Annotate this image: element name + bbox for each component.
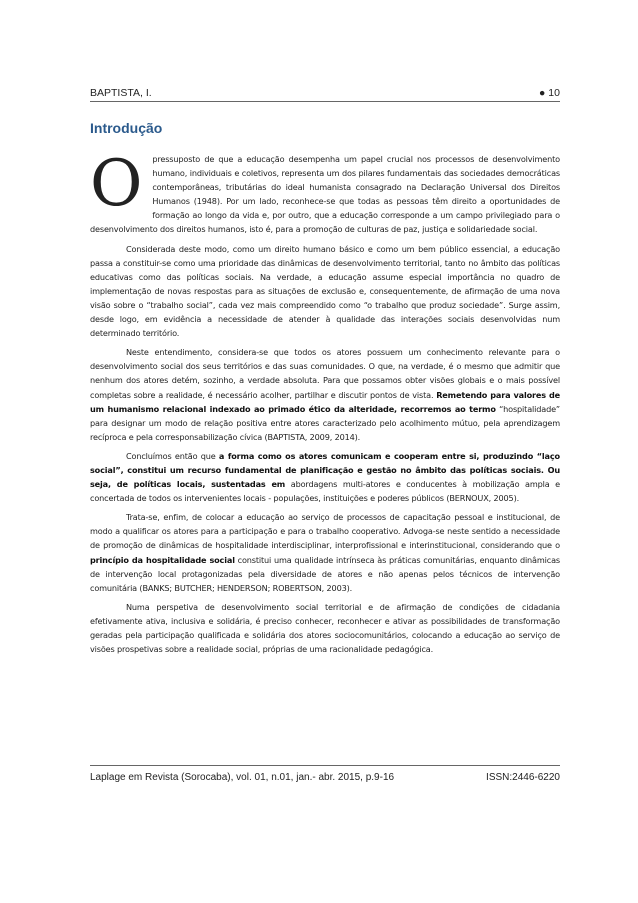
paragraph-3 [90, 345, 560, 444]
paragraph-text: Numa perspetiva de desenvolvimento social territorial e de afirmação de condições de cidadania efetivamente ativa, inclusiva e solidária, é preciso conhecer, reconhecer e ativar as possibilidades de transformação geradas pela participação qualificada e solidária dos atores sociocomunitários, colocando a educação ao serviço de visões prospetivas sobre a realidade social, próprias de uma racionalidade pedagógica. [90, 601, 560, 655]
footer-rule [90, 765, 560, 766]
bold-phrase: a forma como os atores comunicam e cooperam entre si, produzindo “laço social”, constitui um recurso fundamental de planificação e gestão no âmbito das políticas sociais. Ou seja, de políticas locais, sustentadas em [90, 450, 560, 490]
paragraph-text: pressuposto de que a educação desempenha um papel crucial nos processos de desenvolvimento humano, individuais e coletivos, representa um dos pilares fundamentais das sociedades democráticas contemporâneas, tributárias do ideal humanista consagrado na Declaração Universal dos Direitos Humanos (1948). Por um lado, reconhece-se que todas as pessoas têm direito a oportunidades de formação ao longo da vida e, por outro, que a educação corresponde a um campo privilegiado para o desenvolvimento dos direitos humanos, isto é, para a promoção de culturas de paz, justiça e solidariedade social. [90, 154, 560, 235]
article-body [90, 147, 561, 661]
journal-citation: Laplage em Revista (Sorocaba), vol. 01, n.01, jan.- abr. 2015, p.9-16 [90, 772, 395, 783]
bold-phrase: princípio da hospitalidade social [90, 554, 235, 565]
paragraph-text: Neste entendimento, considera-se que todos os atores possuem um conhecimento relevante para o desenvolvimento social dos seus territórios e das suas comunidades. O que, na verdade, é o mesmo que admitir que nenhum dos atores detém, sozinho, a verdade absoluta. Para que possamos obter visões globais e o mais possível completas sobre a realidade, é necessário acolher, partilhar e discutir pontos de vista. [90, 347, 560, 400]
paragraph-text: “hospitalidade” para designar um modo de relação positiva entre atores caracterizado pelo acolhimento mútuo, pela aprendizagem recíproca e pela corresponsabilização cívica (BAPTISTA, 2009, 2014). [90, 403, 560, 442]
footer-row [90, 772, 560, 783]
paragraph-text: Trata-se, enfim, de colocar a educação ao serviço de processos de capacitação pessoal e institucional, de modo a qualificar os atores para a participação e para o trabalho cooperativo. Advoga-se neste sentido a necessidade de promoção de dinâmicas de hospitalidade interdisciplinar, interprofissional e interinstitucional, considerando que o [90, 512, 560, 551]
paragraph-text: Concluímos então que [126, 450, 216, 461]
section-title: Introdução [90, 120, 163, 136]
paragraph-text: Considerada deste modo, como um direito humano básico e como um bem público essencial, a educação passa a constituir-se como uma prioridade das dinâmicas de desenvolvimento territorial, tanto no âmbito das políticas educativas como das políticas sociais. Na verdade, a educação assume especial importância no quadro de implementação de novas respostas para as situações de exclusão e, consequentemente, de afirmação de uma nova visão sobre o “trabalho social”, cada vez mais compreendido como “o trabalho que produz sociedade”. Surge assim, desde logo, em evidência a necessidade de atender à qualidade das interações sociais desenvolvidas num determinado território. [90, 243, 560, 339]
paragraph-text: abordagens multi-atores e conducentes à mobilização ampla e concertada de todos os intervenientes locais - populações, instituições e poderes públicos (BERNOUX, 2005). [90, 479, 561, 504]
header-rule [90, 101, 560, 102]
paragraph-text: constitui uma qualidade intrínseca às práticas comunitárias, enquanto dinâmicas de intervenção local protagonizadas pela diversidade de atores e não apenas pelos técnicos de intervenção comunitária (BANKS; BUTCHER; HENDERSON; ROBERTSON, 2003). [90, 554, 560, 593]
paragraph-6 [90, 600, 560, 656]
paragraph-4 [90, 449, 560, 505]
issn: ISSN:2446-6220 [486, 772, 560, 783]
page-number: ● 10 [539, 87, 560, 99]
paragraph-2 [90, 242, 560, 341]
bold-phrase: Remetendo para valores de um humanismo relacional indexado ao primado ético da alteridade, recorremos ao termo [90, 389, 560, 414]
paragraph-1 [90, 147, 560, 237]
running-header-row [90, 87, 560, 99]
drop-cap: O [90, 147, 143, 221]
author-name: BAPTISTA, I. [90, 87, 152, 99]
paragraph-5 [90, 510, 560, 595]
